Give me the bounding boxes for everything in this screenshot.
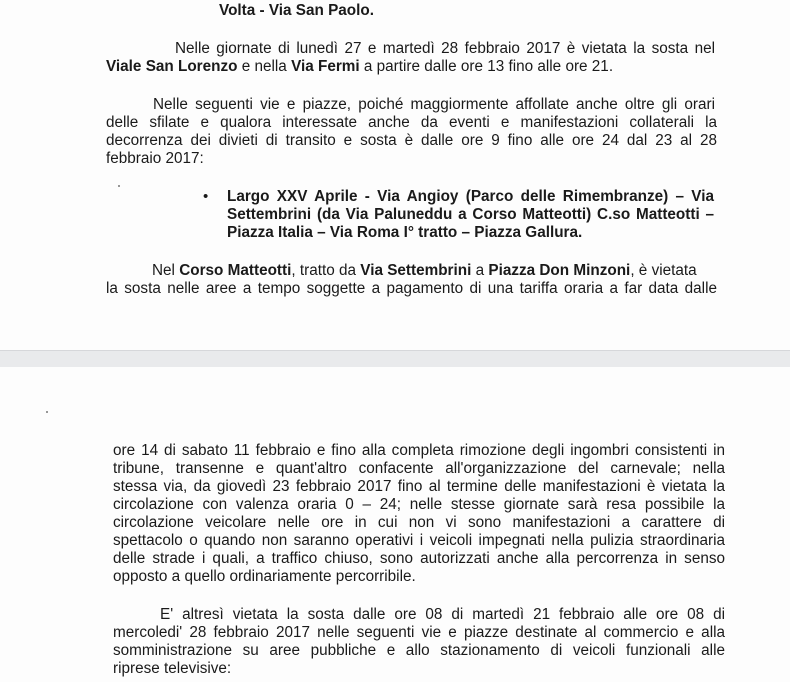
paragraph-continuation-line-7: delle strade i quali, a traffico chiuso, sono autorizzati anche alla percorrenza in senso [113, 550, 725, 567]
street-via-fermi: Via Fermi [291, 58, 360, 75]
paragraph-vie-piazze-line-4: febbraio 2017: [106, 150, 204, 167]
street-viale-san-lorenzo: Viale San Lorenzo [106, 58, 238, 75]
paragraph-vie-piazze-line-3: decorrenza dei divieti di transito e sosta è dalle ore 9 fino alle ore 24 dal 23 al 28 [106, 132, 717, 149]
scan-speck [46, 411, 48, 413]
bullet-item-line-2: Settembrini (da Via Paluneddu a Corso Matteotti) C.so Matteotti – [227, 206, 714, 223]
document-page-2 [0, 367, 790, 682]
paragraph-vie-piazze-line-1: Nelle seguenti vie e piazze, poiché maggiormente affollate anche oltre gli orari [153, 96, 715, 113]
paragraph-continuation-line-1: ore 14 di sabato 11 febbraio e fino alla completa rimozione degli ingombri consistenti in [113, 442, 725, 459]
street-piazza-don-minzoni: Piazza Don Minzoni [488, 262, 631, 279]
paragraph-sosta-line-2: Viale San Lorenzo e nella Via Fermi a partire dalle ore 13 fino alle ore 21. [106, 58, 614, 75]
paragraph-divieto-sosta-line-3: somministrazione su aree pubbliche e allo stazionamento di veicoli funzionali alle [113, 642, 725, 659]
paragraph-divieto-sosta-line-4: riprese televisive: [113, 660, 232, 677]
street-corso-matteotti: Corso Matteotti [179, 262, 292, 279]
paragraph-continuation-line-6: spettacolo o quando non saranno operativi i veicoli impegnati nella pulizia straordinaria [113, 532, 725, 549]
paragraph-continuation-line-5: circolazione veicolare nelle ore in cui non vi sono manifestazioni a carattere di [113, 514, 725, 531]
paragraph-continuation-line-4: circolazione con valenza oraria 0 – 24; nelle stesse giornate sarà resa possibile la [113, 496, 725, 513]
bullet-item-line-3: Piazza Italia – Via Roma I° tratto – Piazza Gallura. [227, 224, 583, 241]
paragraph-corso-matteotti-line-1: Nel Corso Matteotti, tratto da Via Settembrini a Piazza Don Minzoni, è vietata [152, 262, 697, 279]
paragraph-divieto-sosta-line-2: mercoledi' 28 febbraio 2017 nelle seguenti vie e piazze destinate al commercio e alla [113, 624, 725, 641]
bullet-item-line-1: Largo XXV Aprile - Via Angioy (Parco delle Rimembranze) – Via [227, 188, 714, 205]
paragraph-sosta-line-1: Nelle giornate di lunedì 27 e martedì 28 febbraio 2017 è vietata la sosta nel [175, 40, 715, 57]
scan-speck [118, 185, 120, 187]
paragraph-divieto-sosta-line-1: E' altresì vietata la sosta dalle ore 08 di martedì 21 febbraio alle ore 08 di [160, 606, 725, 623]
page-separator [0, 350, 790, 368]
paragraph-continuation-line-8: opposto a quello ordinariamente percorribile. [113, 568, 416, 585]
street-via-settembrini: Via Settembrini [360, 262, 472, 279]
bullet-icon: • [203, 188, 209, 205]
paragraph-continuation-line-2: tribune, transenne e quant'altro confacente all'organizzazione del carnevale; nella [113, 460, 725, 477]
paragraph-vie-piazze-line-2: delle sfilate e qualora interessate anche da eventi e manifestazioni collaterali la [106, 114, 717, 131]
section-heading: Volta - Via San Paolo. [219, 2, 374, 19]
paragraph-corso-matteotti-line-2: la sosta nelle aree a tempo soggette a pagamento di una tariffa oraria a far data dalle [106, 280, 717, 297]
paragraph-continuation-line-3: stessa via, da giovedì 23 febbraio 2017 fino al termine delle manifestazioni è vietata la [113, 478, 725, 495]
